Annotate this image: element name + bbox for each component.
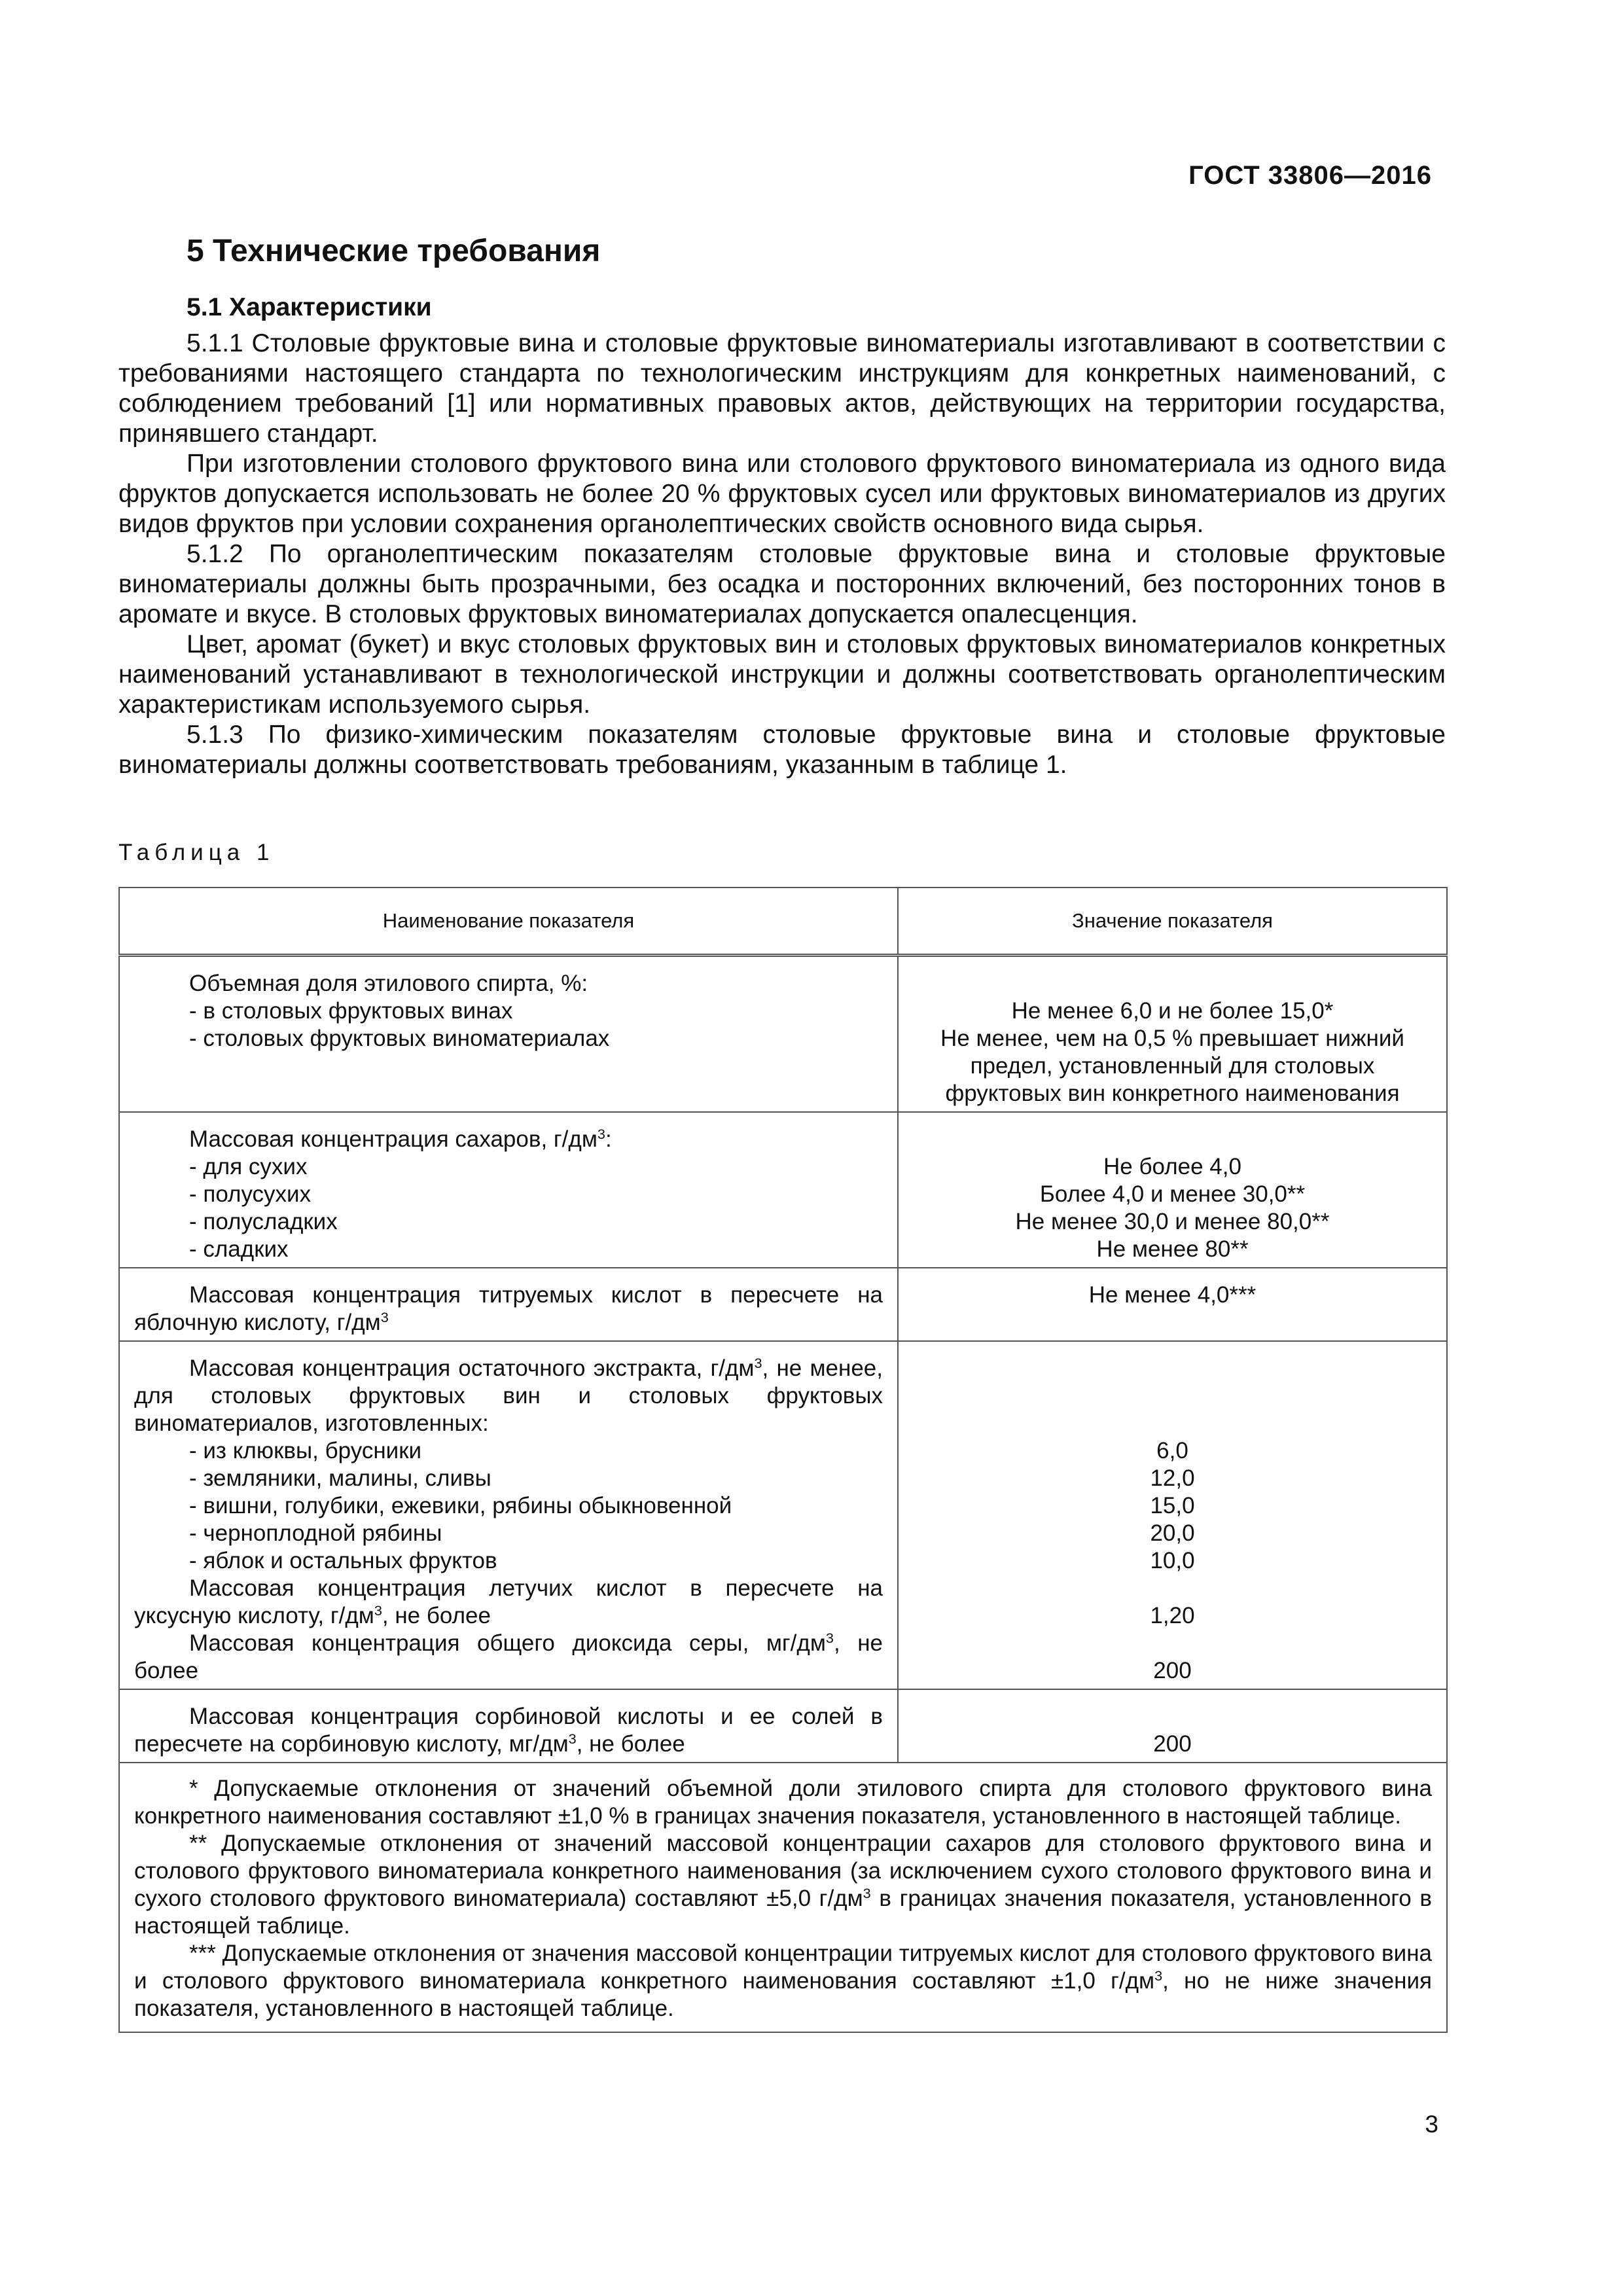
document-code: ГОСТ 33806—2016 [1188,161,1432,190]
value-text: Не менее 4,0*** [1088,1282,1257,1308]
table-notes-row [119,1763,1447,2032]
param-text: Массовая концентрация общего диоксида серы, $мг/дм^3$, не более [134,1630,883,1683]
param-cell [119,1112,898,1268]
param-text: - сладких [189,1236,289,1262]
param-text: Массовая концентрация сорбиновой кислоты и ее солей в пересчете на сорбиновую кислоту, $мг/дм^3$, не более [134,1704,883,1757]
param-text: - полусладких [189,1209,338,1234]
table-row [119,1341,1447,1689]
table-header-row [119,888,1447,956]
column-header-value: Значение показателя [898,888,1447,956]
section-title: 5 Технические требования [187,234,601,268]
table-notes [119,1763,1447,2032]
param-cell [119,1341,898,1689]
paragraph: При изготовлении столового фруктового вина или столового фруктового виноматериала из одного вида фруктов допускается использовать не более 20 % фруктовых сусел или фруктовых виноматериалов из других видов фруктов при условии сохранения органолептических свойств основного вида сырья. [118,450,1446,538]
value-text: 200 [1153,1658,1192,1683]
value-text: предел, установленный для столовых [970,1053,1375,1079]
column-header-param: Наименование показателя [119,888,898,956]
value-text: Не менее 30,0 и менее 80,0** [1015,1209,1330,1234]
paragraph: Цвет, аромат (букет) и вкус столовых фруктовых вин и столовых фруктовых виноматериалов конкретных наименований устанавливают в технологической инструкции и должны соответствовать органолептическим характеристикам используемого сырья. [118,630,1446,719]
value-cell [898,1689,1447,1763]
table-row [119,1112,1447,1268]
value-text: Более 4,0 и менее 30,0** [1039,1181,1306,1207]
value-text: 6,0 [1156,1438,1188,1463]
value-cell [898,1341,1447,1689]
param-text: - вишни, голубики, ежевики, рябины обыкновенной [189,1493,732,1518]
table-caption: Таблица 1 [118,840,275,865]
param-text: - из клюквы, брусники [189,1438,422,1463]
value-cell [898,956,1447,1113]
subsection-title: 5.1 Характеристики [187,293,432,321]
param-text: - полусухих [189,1181,312,1207]
footnote: * Допускаемые отклонения от значений объемной доли этилового спирта для столового фруктового вина конкретного наименования составляют ±1,0 % в границах значения показателя, установленного в настоящей таблице. [134,1776,1432,1829]
param-cell [119,1689,898,1763]
param-text: Массовая концентрация сахаров, $г/дм^3$: [189,1126,612,1152]
value-cell [898,1112,1447,1268]
param-text: Объемная доля этилового спирта, %: [189,971,588,996]
paragraph: 5.1.1 Столовые фруктовые вина и столовые фруктовые виноматериалы изготавливают в соответствии с требованиями настоящего стандарта по технологическим инструкциям для конкретных наименований, с соблюдением требований [1] или нормативных правовых актов, действующих на территории государства, принявшего стандарт. [118,329,1446,448]
value-text: 1,20 [1150,1603,1195,1628]
param-text: Массовая концентрация остаточного экстракта, $г/дм^3$, не менее, для столовых фруктовых вин и столовых фруктовых виноматериалов, изготовленных: [134,1355,883,1436]
paragraph: 5.1.2 По органолептическим показателям столовые фруктовые вина и столовые фруктовые виноматериалы должны быть прозрачными, без осадка и посторонних включений, без посторонних тонов в аромате и вкусе. В столовых фруктовых виноматериалах допускается опалесценция. [118,540,1446,628]
value-text: 10,0 [1150,1548,1195,1573]
value-text: 12,0 [1150,1465,1195,1491]
table-row [119,1689,1447,1763]
param-text: - земляники, малины, сливы [189,1465,491,1491]
value-text: Не более 4,0 [1103,1154,1241,1179]
param-text: - яблок и остальных фруктов [189,1548,497,1573]
value-cell [898,1268,1447,1341]
table-row [119,1268,1447,1341]
requirements-table [118,887,1448,2033]
value-text: фруктовых вин конкретного наименования [945,1081,1400,1106]
param-text: - в столовых фруктовых винах [189,998,513,1024]
param-text: - столовых фруктовых виноматериалах [189,1026,610,1051]
param-text: Массовая концентрация летучих кислот в пересчете на уксусную кислоту, $г/дм^3$, не более [134,1575,883,1628]
page-number: 3 [1425,2111,1438,2138]
param-text: Массовая концентрация титруемых кислот в пересчете на яблочную кислоту, $г/дм^3$ [134,1282,883,1335]
value-text: Не менее, чем на 0,5 % превышает нижний [940,1026,1404,1051]
param-text: - для сухих [189,1154,308,1179]
param-cell [119,1268,898,1341]
paragraph: 5.1.3 По физико-химическим показателям столовые фруктовые вина и столовые фруктовые виноматериалы должны соответствовать требованиям, указанным в таблице 1. [118,721,1446,779]
value-text: 15,0 [1150,1493,1195,1518]
footnote: *** Допускаемые отклонения от значения массовой концентрации титруемых кислот для столового фруктового вина и столового фруктового виноматериала конкретного наименования составляют ±1,0 $г/дм^3$, но не ниже значения показателя, установленного в настоящей таблице. [134,1941,1432,2021]
table-row [119,956,1447,1113]
value-text: Не менее 6,0 и не более 15,0* [1011,998,1334,1024]
value-text: 20,0 [1150,1520,1195,1546]
param-text: - черноплодной рябины [189,1520,442,1546]
body-text [118,329,1446,780]
value-text: Не менее 80** [1096,1236,1249,1262]
param-cell [119,956,898,1113]
footnote: ** Допускаемые отклонения от значений массовой концентрации сахаров для столового фруктового вина и столового фруктового виноматериала конкретного наименования (за исключением сухого столового фруктового вина и сухого столового фруктового виноматериала) составляют ±5,0 $г/дм^3$ в границах значения показателя, установленного в настоящей таблице. [134,1831,1432,1939]
value-text: 200 [1153,1731,1192,1757]
